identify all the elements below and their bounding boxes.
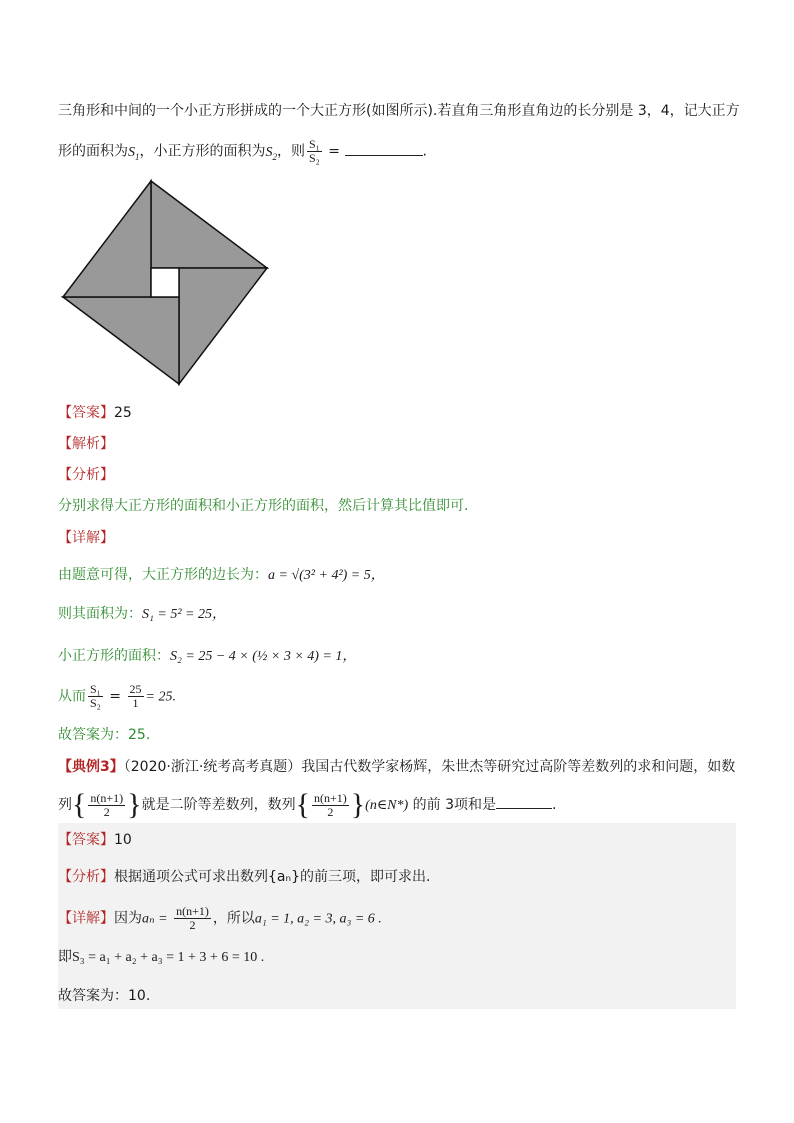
- small-square: [151, 268, 179, 297]
- detail-line-2: 则其面积为：S₁ = 5² = 25，: [58, 606, 226, 622]
- s1-symbol: $S_1$: [128, 144, 140, 162]
- detail-2-line-2: 即S₃ = a₁ + a₂ + a₃ = 1 + 3 + 6 = 10 .: [58, 950, 265, 965]
- fenxi-2: 【分析】根据通项公式可求出数列{aₙ}的前三项，即可求出.: [58, 869, 431, 885]
- detail-line-4: 从而 $\frac{\text{S₁}}{\text{S₂}}$ = $\frac{25}{1}$ = 25.: [58, 682, 176, 710]
- seq-fraction-1: $\frac{n(n+1)}{2}$: [90, 790, 124, 819]
- detail-line-1: 由题意可得，大正方形的边长为：a = √(3² + 4²) = 5，: [58, 567, 385, 583]
- seq-fraction-2: $\frac{n(n+1)}{2}$: [313, 790, 347, 819]
- ratio-25: $\frac{25}{1}$: [129, 682, 142, 710]
- example3-line-1: 【典例3】（2020·浙江·统考高考真题）我国古代数学家杨辉，朱世杰等研究过高阶等差数列的求和问题，如数: [58, 759, 736, 775]
- answer-blank: [345, 155, 423, 156]
- detail-tag: 【详解】: [58, 530, 114, 546]
- triangle-bottom: [63, 297, 179, 384]
- problem-line-2: 形的面积为$S_1$，小正方形的面积为$S_2$，则 $\frac{\text{S₁}}{\text{S₂}}$ = .: [58, 137, 427, 165]
- example3-line-2: 列{ $\frac{n(n+1)}{2}$ }就是二阶等差数列，数列{ $\frac{n(n+1)}{2}$ }(n∈N*) 的前 3项和是 .: [58, 788, 557, 821]
- answer-blank-2: [496, 808, 552, 809]
- detail-2-line-3: 故答案为：10.: [58, 988, 151, 1004]
- an-fraction: $\frac{n(n+1)}{2}$: [176, 904, 209, 932]
- triangle-top: [151, 181, 267, 268]
- answer-1: 【答案】25: [58, 405, 132, 421]
- triangle-left: [63, 181, 151, 297]
- detail-2-line-1: 【详解】因为aₙ = $\frac{n(n+1)}{2}$ ，所以a₁ = 1, a₂ = 3, a₃ = 6 .: [58, 904, 382, 932]
- s-ratio: $\frac{\text{S₁}}{\text{S₂}}$: [90, 682, 101, 710]
- ratio-fraction: $\frac{\text{S₁}}{\text{S₂}}$: [309, 137, 320, 165]
- analysis-tag: 【解析】: [58, 436, 114, 452]
- problem-line-1: 三角形和中间的一个小正方形拼成的一个大正方形(如图所示).若直角三角形直角边的长分别是 3，4，记大正方: [58, 103, 740, 119]
- fenxi-tag: 【分析】: [58, 467, 114, 483]
- square-diagram: [60, 178, 270, 388]
- fenxi-text: 分别求得大正方形的面积和小正方形的面积，然后计算其比值即可.: [58, 498, 469, 514]
- s2-symbol: $S_2$: [265, 144, 277, 162]
- detail-line-5: 故答案为：25.: [58, 727, 151, 743]
- triangle-right: [179, 268, 267, 384]
- detail-line-3: 小正方形的面积：S₂ = 25 − 4 × (½ × 3 × 4) = 1，: [58, 648, 357, 664]
- answer-2: 【答案】10: [58, 832, 132, 848]
